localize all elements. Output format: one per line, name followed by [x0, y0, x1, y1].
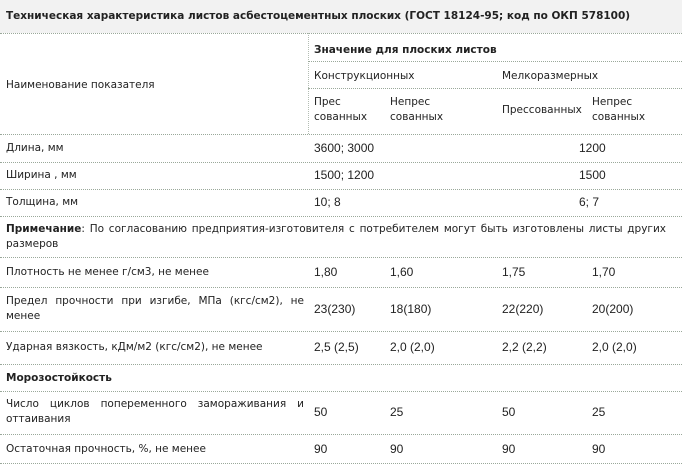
- dim-name: Длина, мм: [6, 142, 64, 154]
- prop-name: Плотность не менее г/см3, не менее: [6, 266, 209, 278]
- row-divider: [0, 434, 682, 435]
- prop-value: 2,2 (2,2): [502, 340, 547, 354]
- row-divider: [0, 216, 682, 217]
- frost-value: 25: [390, 405, 404, 419]
- header-small: Мелкоразмерных: [502, 70, 599, 82]
- note-label: Примечание: [6, 223, 82, 235]
- col-separator: [308, 33, 309, 134]
- row-divider: [0, 463, 682, 464]
- prop-value: 1,80: [314, 265, 338, 279]
- row-divider: [0, 134, 682, 135]
- frost-value: 50: [502, 405, 516, 419]
- row-divider: [0, 33, 682, 34]
- header-indicator: Наименование показателя: [6, 79, 155, 91]
- dim-small: 1500: [579, 168, 606, 182]
- prop-value: 1,75: [502, 265, 526, 279]
- row-divider: [308, 88, 682, 89]
- row-divider: [0, 189, 682, 190]
- dim-small: 6; 7: [579, 195, 600, 209]
- frost-name: Остаточная прочность, %, не менее: [6, 443, 206, 455]
- frost-value: 90: [502, 442, 516, 456]
- prop-value: 20(200): [592, 302, 634, 316]
- prop-value: 1,60: [390, 265, 414, 279]
- frost-name: Число циклов попеременного замораживания и оттаивания: [6, 398, 304, 425]
- note-text: : По согласованию предприятия-изготовителя с потребителем могут быть изготовлены листы других размеров: [6, 223, 666, 250]
- prop-value: 2,0 (2,0): [390, 340, 435, 354]
- row-divider: [308, 61, 682, 62]
- header-pressed-small: Прессованных: [502, 104, 582, 116]
- header-value-group: Значение для плоских листов: [314, 44, 497, 56]
- row-divider: [0, 162, 682, 163]
- frost-value: 50: [314, 405, 328, 419]
- row-divider: [0, 331, 682, 332]
- prop-value: 2,5 (2,5): [314, 340, 359, 354]
- dim-name: Ширина , мм: [6, 169, 77, 181]
- dim-construction: 1500; 1200: [314, 168, 375, 182]
- prop-value: 23(230): [314, 302, 356, 316]
- prop-name: Ударная вязкость, кДм/м2 (кгс/см2), не менее: [6, 341, 263, 353]
- frost-value: 90: [592, 442, 606, 456]
- dim-name: Толщина, мм: [6, 196, 79, 208]
- row-divider: [0, 364, 682, 365]
- frost-section-title: Морозостойкость: [6, 372, 112, 384]
- header-pressed-construction: Прес сованных: [314, 96, 368, 123]
- prop-value: 22(220): [502, 302, 544, 316]
- prop-value: 2,0 (2,0): [592, 340, 637, 354]
- header-unpressed-small: Непрес сованных: [592, 96, 646, 123]
- row-divider: [0, 257, 682, 258]
- header-construction: Конструкционных: [314, 70, 415, 82]
- dim-construction: 3600; 3000: [314, 141, 375, 155]
- frost-value: 90: [314, 442, 328, 456]
- prop-name: Предел прочности при изгибе, МПа (кгс/см2), не менее: [6, 295, 304, 322]
- dim-construction: 10; 8: [314, 195, 341, 209]
- header-unpressed-construction: Непрес сованных: [390, 96, 444, 123]
- row-divider: [0, 391, 682, 392]
- frost-value: 25: [592, 405, 606, 419]
- note: [6, 222, 666, 252]
- frost-value: 90: [390, 442, 404, 456]
- prop-value: 1,70: [592, 265, 616, 279]
- prop-value: 18(180): [390, 302, 432, 316]
- table-title: Техническая характеристика листов асбестоцементных плоских (ГОСТ 18124-95; код по ОКП 578100): [6, 10, 631, 22]
- dim-small: 1200: [579, 141, 606, 155]
- row-divider: [0, 287, 682, 288]
